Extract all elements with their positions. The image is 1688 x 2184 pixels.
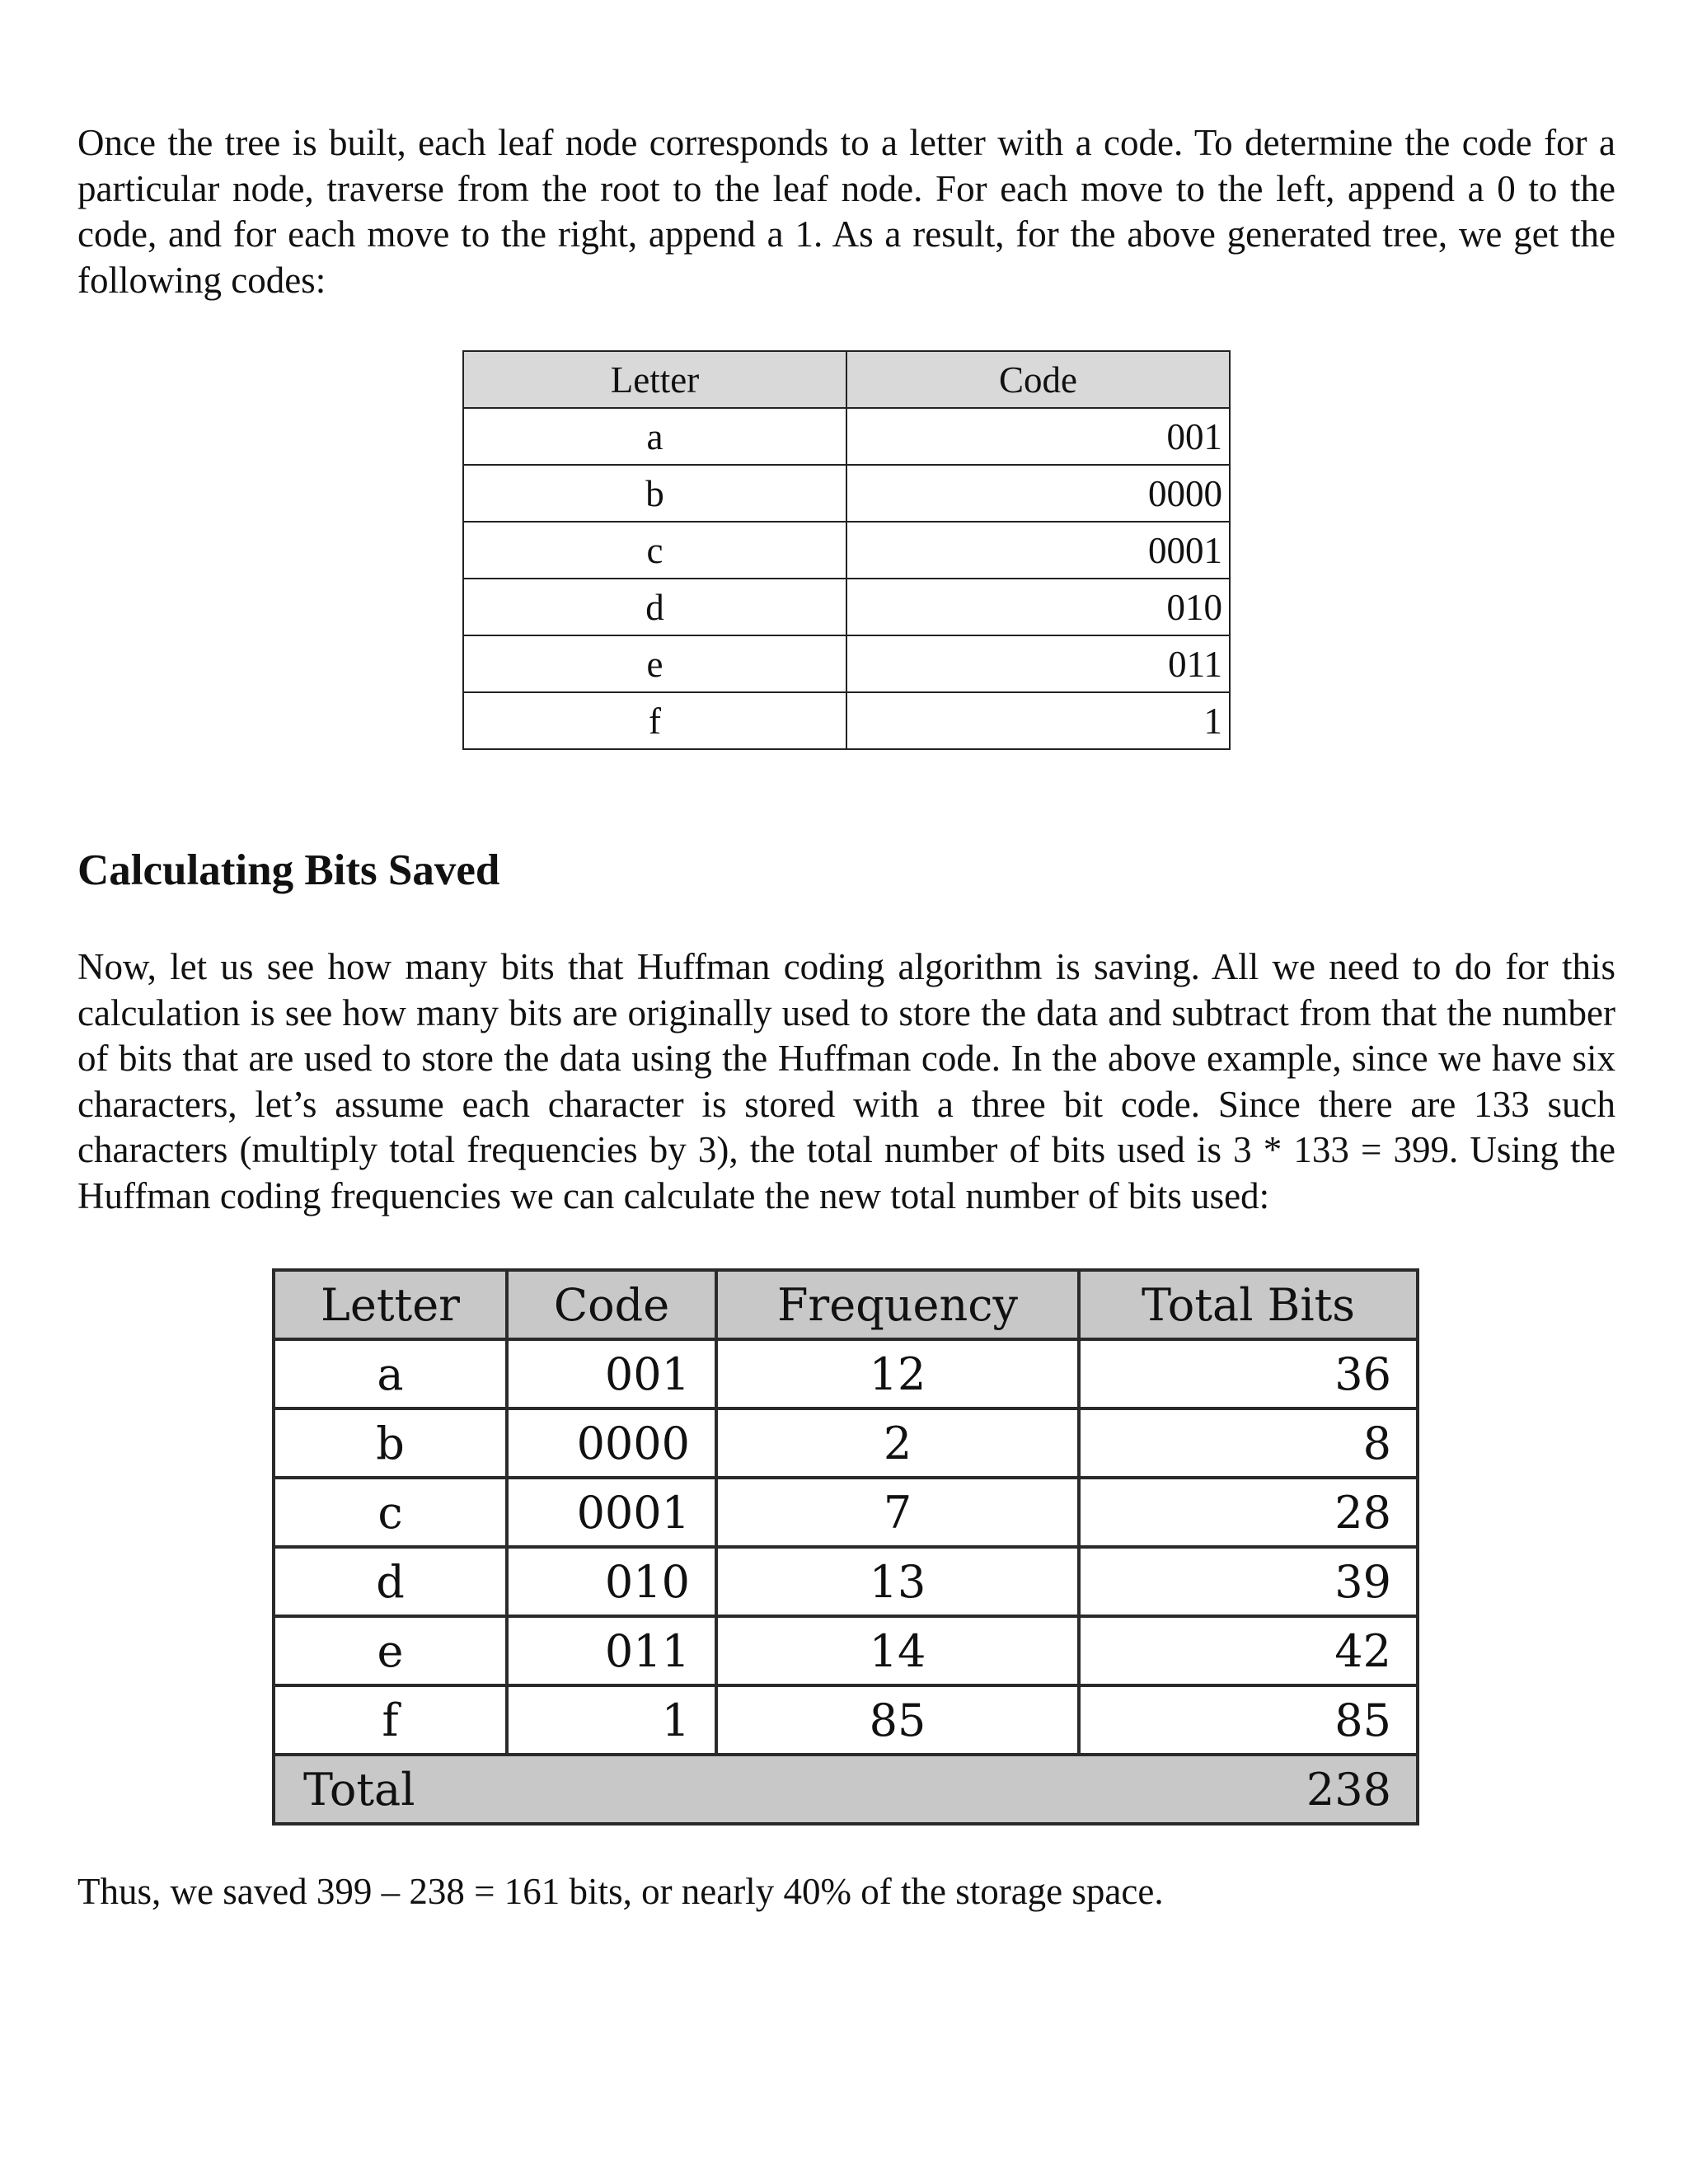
frequency-cell: 13 [716,1547,1079,1616]
table-row [274,1408,1418,1478]
table-row [274,1616,1418,1685]
section-heading: Calculating Bits Saved [77,846,500,894]
letter-cell: a [274,1339,507,1408]
code-cell: 0001 [846,522,1230,579]
bits-table-header-row [274,1270,1418,1339]
letter-cell: b [274,1408,507,1478]
bits-header-code: Code [507,1270,716,1339]
table-row [274,1685,1418,1755]
frequency-cell: 85 [716,1685,1079,1755]
codes-table-header-row [463,351,1230,408]
table-row [463,579,1230,635]
codes-header-code: Code [846,351,1230,408]
letter-cell: d [463,579,846,635]
table-row [274,1478,1418,1547]
total-bits-cell: 8 [1079,1408,1418,1478]
code-cell: 001 [846,408,1230,465]
total-bits-cell: 39 [1079,1547,1418,1616]
table-row [463,522,1230,579]
bits-paragraph: Now, let us see how many bits that Huffman coding algorithm is saving. All we need to do for this calculation is see how many bits are originally used to store the data and subtract from that the number of bits that are used to store the data using the Huffman code. In the above example, since we have six characters, let’s assume each character is stored with a three bit code. Since there are 133 such characters (multiply total frequencies by 3), the total number of bits used is 3 * 133 = 399. Using the Huffman coding frequencies we can calculate the new total number of bits used: [77,946,1615,1216]
letter-cell: c [463,522,846,579]
table-row [463,408,1230,465]
total-bits-cell: 85 [1079,1685,1418,1755]
codes-table [462,350,1231,750]
code-cell: 010 [846,579,1230,635]
code-cell: 010 [507,1547,716,1616]
code-cell: 0000 [846,465,1230,522]
total-bits-cell: 36 [1079,1339,1418,1408]
letter-cell: c [274,1478,507,1547]
bits-table [272,1268,1419,1825]
codes-header-letter: Letter [463,351,846,408]
letter-cell: e [274,1616,507,1685]
frequency-cell: 2 [716,1408,1079,1478]
total-label: Total [274,1755,1079,1824]
letter-cell: a [463,408,846,465]
total-bits-cell: 42 [1079,1616,1418,1685]
frequency-cell: 14 [716,1616,1079,1685]
letter-cell: f [274,1685,507,1755]
bits-header-frequency: Frequency [716,1270,1079,1339]
table-row [274,1339,1418,1408]
code-cell: 011 [846,635,1230,692]
code-cell: 001 [507,1339,716,1408]
total-value: 238 [1079,1755,1418,1824]
frequency-cell: 7 [716,1478,1079,1547]
code-cell: 0001 [507,1478,716,1547]
table-row [463,692,1230,749]
frequency-cell: 12 [716,1339,1079,1408]
table-row [463,635,1230,692]
table-row [274,1547,1418,1616]
conclusion-paragraph: Thus, we saved 399 – 238 = 161 bits, or nearly 40% of the storage space. [77,1871,1164,1912]
code-cell: 0000 [507,1408,716,1478]
code-cell: 011 [507,1616,716,1685]
total-row [274,1755,1418,1824]
letter-cell: f [463,692,846,749]
letter-cell: e [463,635,846,692]
intro-paragraph: Once the tree is built, each leaf node corresponds to a letter with a code. To determine the code for a particular node, traverse from the root to the leaf node. For each move to the left, append a 0 to the code, and for each move to the right, append a 1. As a result, for the above generated tree, we get the following codes: [77,122,1615,301]
table-row [463,465,1230,522]
bits-header-total-bits: Total Bits [1079,1270,1418,1339]
code-cell: 1 [507,1685,716,1755]
letter-cell: b [463,465,846,522]
code-cell: 1 [846,692,1230,749]
total-bits-cell: 28 [1079,1478,1418,1547]
bits-header-letter: Letter [274,1270,507,1339]
letter-cell: d [274,1547,507,1616]
